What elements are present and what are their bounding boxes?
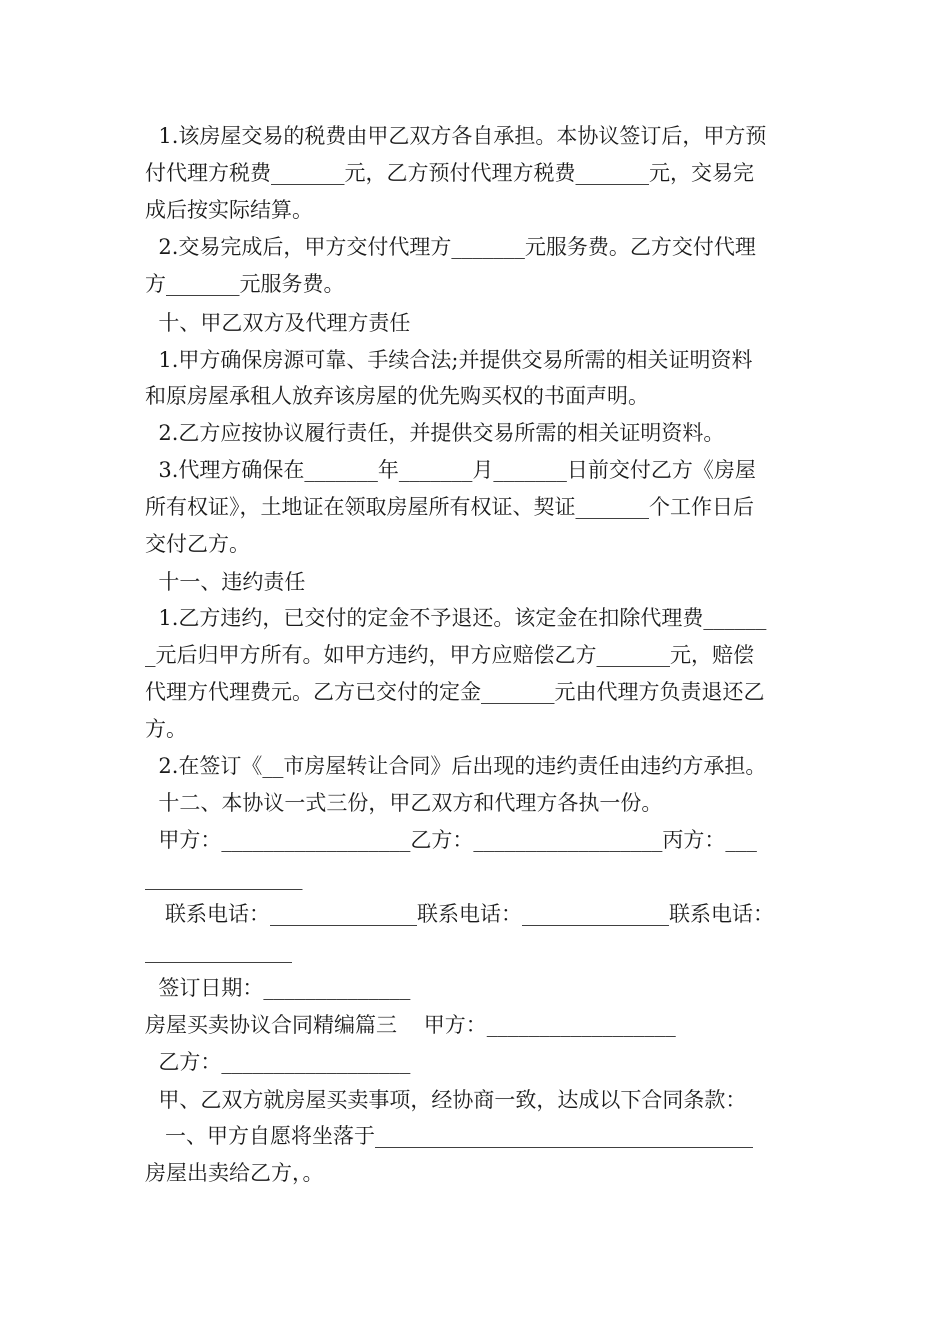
clause-11-2: 2.在签订《__市房屋转让合同》后出现的违约责任由违约方承担。 bbox=[145, 754, 767, 778]
clause-11-1-line-2: _元后归甲方所有。如甲方违约，甲方应赔偿乙方_______元，赔偿 bbox=[145, 643, 754, 667]
signature-parties-line-1: 甲方：__________________乙方：__________________丙方：___ bbox=[145, 828, 757, 852]
clause-10-1-line-2: 和原房屋承租人放弃该房屋的优先购买权的书面声明。 bbox=[145, 384, 649, 408]
part-three-clause-1-line-1: 一、甲方自愿将坐落于____________________________________ bbox=[145, 1124, 754, 1148]
clause-10-3-line-1: 3.代理方确保在_______年_______月_______日前交付乙方《房屋 bbox=[145, 458, 756, 482]
section-12: 十二、本协议一式三份，甲乙双方和代理方各执一份。 bbox=[145, 791, 663, 815]
clause-11-1-line-3: 代理方代理费元。乙方已交付的定金_______元由代理方负责退还乙 bbox=[145, 680, 765, 704]
section-10-heading: 十、甲乙双方及代理方责任 bbox=[145, 311, 411, 335]
clause-9-1-line-2: 付代理方税费_______元，乙方预付代理方税费_______元，交易完 bbox=[145, 161, 754, 185]
contact-phone-line-1: 联系电话：______________联系电话：______________联系电话： bbox=[145, 902, 775, 926]
clause-9-1-line-3: 成后按实际结算。 bbox=[145, 198, 313, 222]
clause-9-2-line-1: 2.交易完成后，甲方交付代理方_______元服务费。乙方交付代理 bbox=[145, 235, 756, 259]
clause-11-1-line-4: 方。 bbox=[145, 717, 187, 741]
part-three-intro: 甲、乙双方就房屋买卖事项，经协商一致，达成以下合同条款： bbox=[145, 1088, 747, 1112]
section-11-heading: 十一、违约责任 bbox=[145, 570, 306, 594]
contact-phone-line-2: ______________ bbox=[145, 939, 292, 963]
clause-10-2: 2.乙方应按协议履行责任，并提供交易所需的相关证明资料。 bbox=[145, 421, 725, 445]
clause-9-1-line-1: 1.该房屋交易的税费由甲乙双方各自承担。本协议签订后，甲方预 bbox=[145, 124, 767, 148]
part-three-title: 房屋买卖协议合同精编篇三 甲方：__________________ bbox=[145, 1013, 676, 1037]
part-three-party-b: 乙方：__________________ bbox=[145, 1050, 411, 1074]
clause-10-3-line-3: 交付乙方。 bbox=[145, 532, 250, 556]
part-three-clause-1-line-2: 房屋出卖给乙方，。 bbox=[145, 1161, 324, 1185]
clause-9-2-line-2: 方_______元服务费。 bbox=[145, 272, 345, 296]
clause-10-3-line-2: 所有权证》，土地证在领取房屋所有权证、契证_______个工作日后 bbox=[145, 495, 754, 519]
clause-10-1-line-1: 1.甲方确保房源可靠、手续合法;并提供交易所需的相关证明资料 bbox=[145, 348, 753, 372]
signing-date: 签订日期：______________ bbox=[145, 976, 411, 1000]
signature-parties-line-2: _______________ bbox=[145, 866, 303, 890]
clause-11-1-line-1: 1.乙方违约，已交付的定金不予退还。该定金在扣除代理费______ bbox=[145, 606, 767, 630]
